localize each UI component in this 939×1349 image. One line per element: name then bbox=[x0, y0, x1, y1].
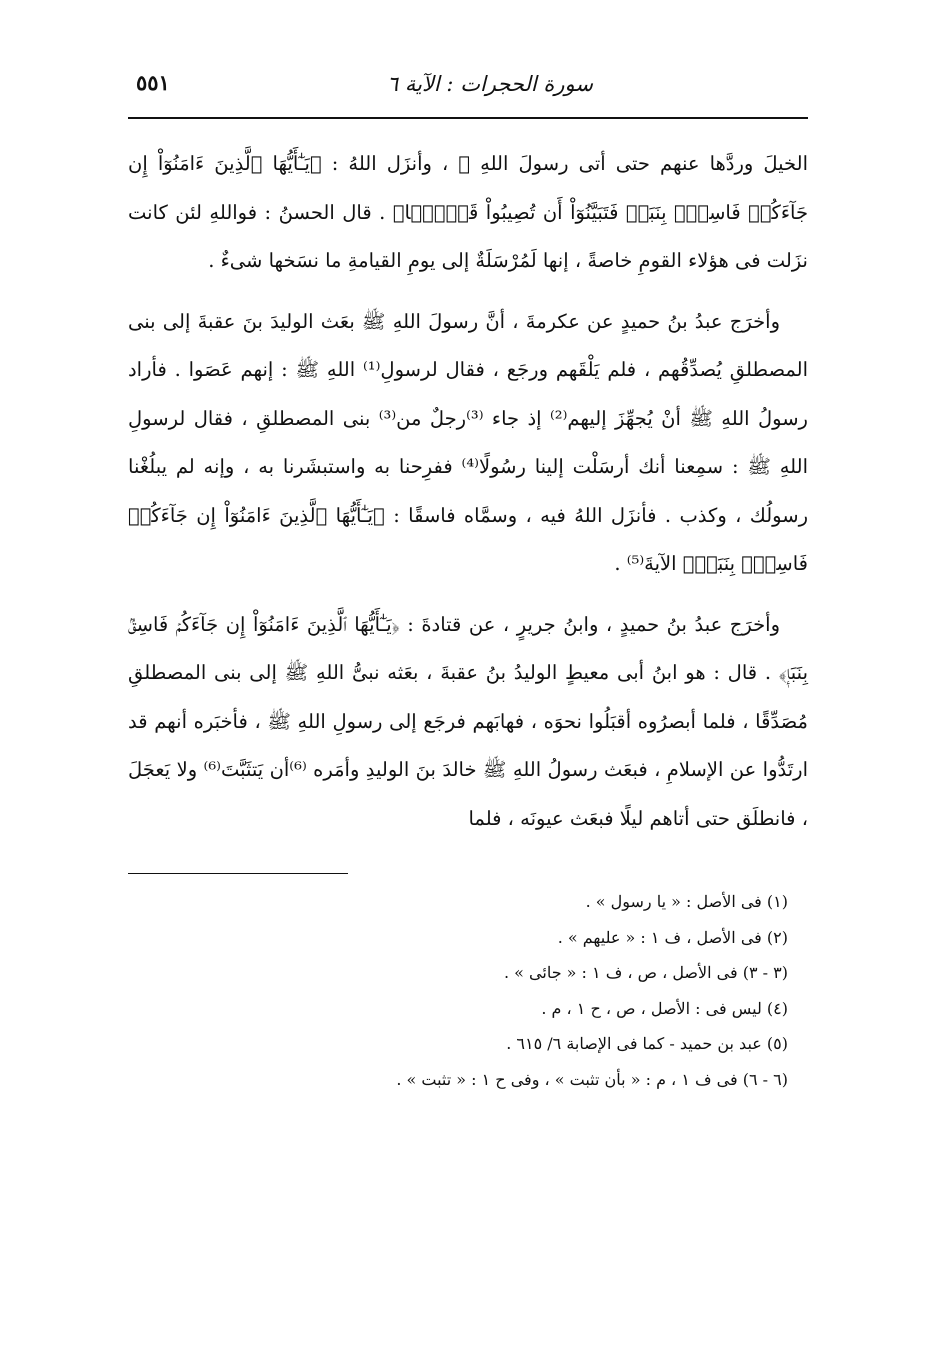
footnote-rule bbox=[128, 873, 348, 874]
paragraph: الخيلَ وردَّها عنهم حتى أتى رسولَ اللهِ ﷺ ، وأنزَل اللهُ : ﴿يَـٰٓأَيُّهَا ٱلَّذِينَ ءَامَنُوٓاْ إِن جَآءَكُمۡ فَاسِقُۢ بِنَبَإٖ فَتَبَيَّنُوٓاْ أَن تُصِيبُواْ قَوۡمَۢا﴾ . قال الحسنُ : فواللهِ لئن كانت نزَلت فى هؤلاء القومِ خاصةً ، إنها لَمُرْسَلَةٌ إلى يومِ القيامةِ ما نسَخها شىءٌ . bbox=[128, 152, 808, 272]
page-header bbox=[128, 62, 808, 112]
footnote: (١) فى الأصل : « يا رسول » . bbox=[585, 892, 788, 911]
footnote: (٢) فى الأصل ، ف ١ : « عليهم » . bbox=[557, 927, 788, 947]
footnote: (٥) عبد بن حميد - كما فى الإصابة ٦/ ٦١٥ . bbox=[506, 1034, 788, 1053]
footnote: (٦ - ٦) فى ف ١ ، م : « بأن تثبت » ، وفى ح ١ : « تثبت » . bbox=[396, 1069, 788, 1089]
header-rule bbox=[128, 117, 808, 119]
footnote: (٣ - ٣) فى الأصل ، ص ، ف ١ : « جائى » . bbox=[503, 963, 788, 982]
footnotes bbox=[128, 884, 808, 1097]
main-text bbox=[128, 140, 808, 843]
footnote: (٤) ليس فى : الأصل ، ص ، ح ١ ، م . bbox=[541, 998, 788, 1018]
paragraph: وأخرَج عبدُ بنُ حميدٍ عن عكرمةَ ، أنَّ رسولَ اللهِ ﷺ بعَث الوليدَ بنَ عقبةَ إلى بنى المصطلقِ يُصدِّقُهم ، فلم يَلْقَهم ورجَع ، فقال لرسولِ⁽¹⁾ اللهِ ﷺ : إنهم عَصَوا . فأراد رسولُ اللهِ ﷺ أنْ يُجهِّزَ إليهم⁽²⁾ إذ جاء ⁽³⁾رجلٌ من⁽³⁾ بنى المصطلقِ ، فقال لرسولِ اللهِ ﷺ : سمِعنا أنك أرسَلْت إلينا رسُولًا⁽⁴⁾ ففرِحنا به واستبشَرنا به ، وإنه لم يبلُغْنا رسولُك ، وكذب . فأنزَل اللهُ فيه ، وسمَّاه فاسقًا : ﴿يَـٰٓأَيُّهَا ٱلَّذِينَ ءَامَنُوٓاْ إِن جَآءَكُمۡ فَاسِقُۢ بِنَبَإٖ﴾ الآيةَ⁽⁵⁾ . bbox=[128, 309, 808, 575]
paragraph: وأخرَج عبدُ بنُ حميدٍ ، وابنُ جريرٍ ، عن قتادةَ : ﴿يَـٰٓأَيُّهَا ٱلَّذِينَ ءَامَنُوٓاْ إِن جَآءَكُمۡ فَاسِقُۢ بِنَبَإٖ﴾ . قال : هو ابنُ أبى معيطٍ الوليدُ بنُ عقبةَ ، بعَثه نبىُّ اللهِ ﷺ إلى بنى المصطلقِ مُصَدِّقًا ، فلما أبصرُوه أقبَلُوا نحوَه ، فهابَهم فرجَع إلى رسولِ اللهِ ﷺ ، فأخبَره أنهم قد ارتَدُّوا عن الإسلامِ ، فبعَث رسولُ اللهِ ﷺ خالدَ بنَ الوليدِ وأمَره ⁽⁶⁾أن يَتثَبَّتَ⁽⁶⁾ ولا يَعجَلَ ، فانطلَق حتى أتاهم ليلًا فبعَث عيونَه ، فلما bbox=[128, 612, 809, 830]
page-number: ٥٥١ bbox=[136, 70, 170, 95]
running-title: سورة الحجرات : الآية ٦ bbox=[386, 72, 593, 96]
book-page bbox=[128, 62, 808, 1097]
